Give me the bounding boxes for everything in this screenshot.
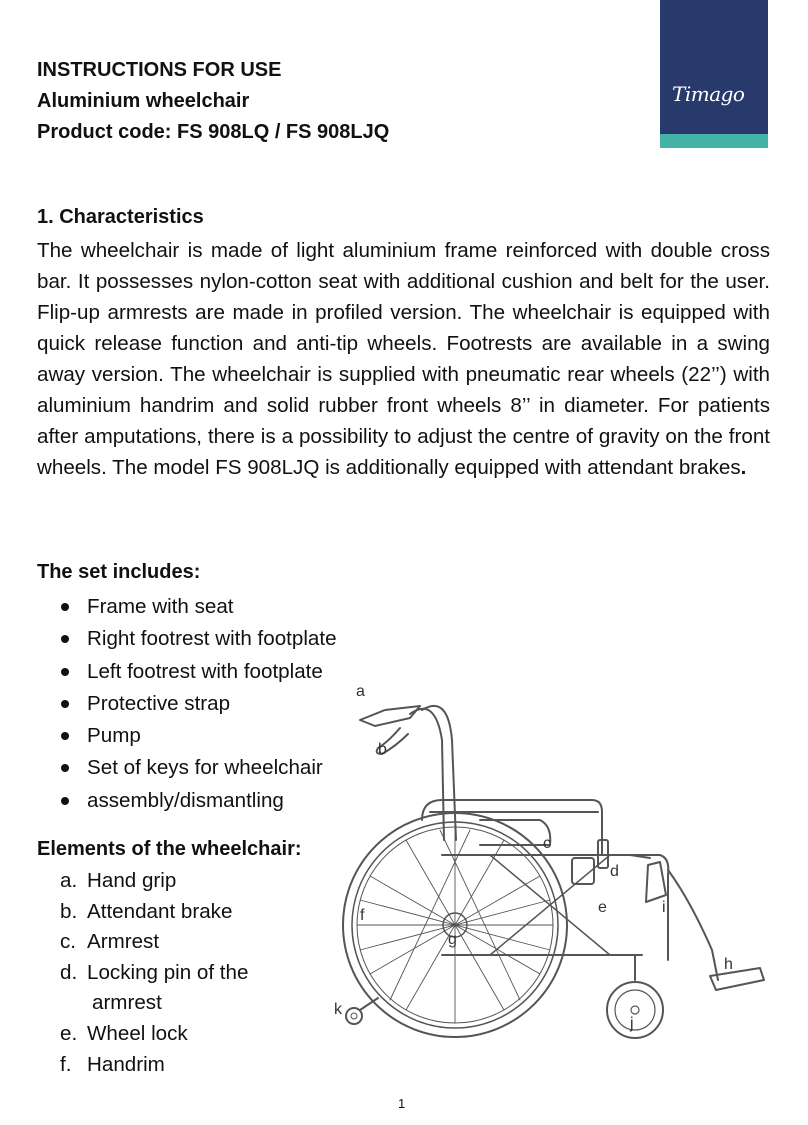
item-text: Attendant brake [87, 899, 233, 923]
elements-title: Elements of the wheelchair: [37, 838, 302, 860]
item-text: Wheel lock [87, 1021, 188, 1045]
list-item [60, 988, 248, 1019]
list-item: Right footrest with footplate [58, 623, 337, 655]
brand-logo-strip [660, 134, 768, 148]
label-e: e [598, 899, 607, 916]
list-item [60, 927, 248, 958]
item-letter: e. [60, 1021, 78, 1045]
list-item: Protective strap [58, 688, 337, 720]
list-item [60, 1019, 248, 1050]
elements-list [60, 866, 248, 1080]
list-item: assembly/dismantling [58, 785, 337, 817]
list-item [60, 897, 248, 928]
side-guard-shape [646, 862, 666, 902]
characteristics-text: The wheelchair is made of light aluminium frame reinforced with double cross bar. It possesses nylon-cotton seat with additional cushion and belt for the user. Flip-up armrests are made in profiled version. The wheelchair is equipped with quick release function and anti-tip wheels. Footrests are available in a swing away version. The wheelchair is supplied with pneumatic rear wheels (22’’) with aluminium handrim and solid rubber front wheels 8’’ in diameter. For patients after amputations, there is a possibility to adjust the centre of gravity on the front wheels. The model FS 908LJQ is additionally equipped with attendant brakes [37, 239, 770, 479]
set-includes-title: The set includes: [37, 561, 201, 583]
brand-logo [660, 0, 768, 148]
characteristics-paragraph [37, 235, 770, 483]
list-item [60, 1050, 248, 1081]
item-letter: d. [60, 960, 78, 984]
list-item: Left footrest with footplate [58, 656, 337, 688]
label-b: b [378, 741, 387, 758]
section-title: 1. Characteristics [37, 206, 204, 228]
item-letter: c. [60, 930, 77, 954]
hand-grip-shape [360, 706, 420, 726]
label-d: d [610, 863, 619, 880]
footrest-hanger [668, 870, 718, 980]
set-includes-list [58, 591, 337, 817]
item-text: armrest [92, 991, 162, 1015]
list-item: Pump [58, 720, 337, 752]
page-number: 1 [398, 1096, 406, 1111]
item-letter: b. [60, 899, 78, 923]
label-h: h [724, 956, 733, 973]
list-item: Set of keys for wheelchair [58, 752, 337, 784]
label-i: i [662, 899, 666, 916]
item-letter: f. [60, 1052, 72, 1076]
item-text: Armrest [87, 930, 160, 954]
brand-logo-text: Timago [672, 82, 745, 106]
wheelchair-diagram [330, 680, 780, 1050]
label-g: g [448, 931, 457, 948]
item-text: Locking pin of the [87, 960, 249, 984]
item-text: Handrim [87, 1052, 165, 1076]
label-k: k [334, 1001, 342, 1018]
label-j: j [630, 1015, 634, 1032]
label-a: a [356, 683, 365, 700]
item-letter: a. [60, 869, 78, 892]
item-text: Hand grip [87, 869, 177, 892]
list-item [60, 958, 248, 989]
list-item: Frame with seat [58, 591, 337, 623]
document-header [37, 55, 389, 148]
header-title: INSTRUCTIONS FOR USE [37, 59, 282, 81]
characteristics-end: . [740, 456, 747, 479]
label-c: c [543, 835, 551, 852]
anti-tip-wheel [346, 1008, 362, 1024]
header-product-code: Product code: FS 908LQ / FS 908LJQ [37, 121, 390, 143]
label-f: f [360, 907, 365, 924]
list-item [60, 866, 248, 897]
header-product-name: Aluminium wheelchair [37, 90, 250, 112]
